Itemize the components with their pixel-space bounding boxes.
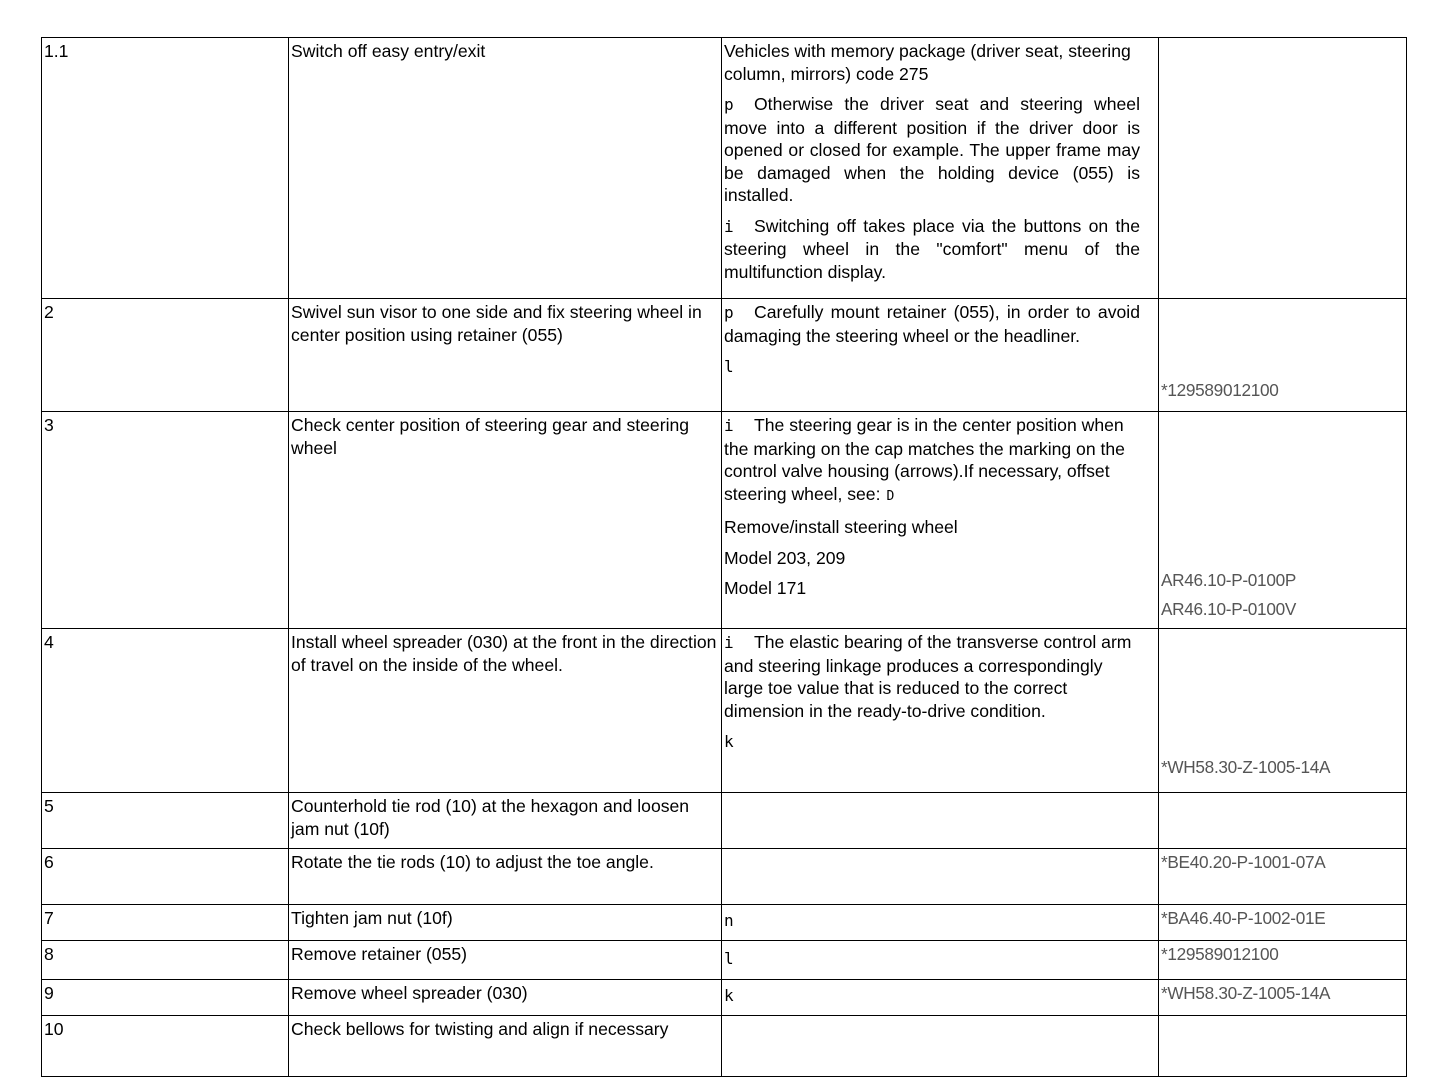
- note-paragraph: [724, 631, 1156, 722]
- reference: [1159, 629, 1407, 793]
- note-text: The elastic bearing of the transverse control arm and steering linkage produces a correspondingly large toe value that is reduced to the correct dimension in the ready-to-drive condition.: [724, 632, 1132, 721]
- table-row: [42, 793, 1407, 849]
- reference: [1159, 980, 1407, 1016]
- table-row: [42, 629, 1407, 793]
- step-number: 10: [42, 1016, 289, 1077]
- reference-link[interactable]: *129589012100: [1161, 944, 1279, 964]
- step-number: 6: [42, 849, 289, 905]
- step-action: Remove wheel spreader (030): [289, 980, 722, 1016]
- note-text: Otherwise the driver seat and steering wheel move into a different position if the driver door is opened or closed for example. The upper frame may be damaged when the holding device (055) is installed.: [724, 94, 1140, 205]
- reference-link[interactable]: *WH58.30-Z-1005-14A: [1161, 756, 1331, 777]
- info-symbol-icon: i: [724, 416, 734, 435]
- tool-symbol-icon: k: [724, 986, 734, 1005]
- torque-symbol-icon: n: [724, 911, 734, 930]
- note-text: Vehicles with memory package (driver seat, steering column, mirrors) code 275: [724, 41, 1131, 84]
- step-number: 5: [42, 793, 289, 849]
- info-symbol-icon: i: [724, 633, 734, 652]
- step-number: 3: [42, 412, 289, 629]
- tool-symbol-icon: l: [724, 357, 734, 376]
- table-row: [42, 941, 1407, 980]
- step-number: 9: [42, 980, 289, 1016]
- note-paragraph: [724, 355, 1156, 379]
- note-text: Switching off takes place via the buttons on the steering wheel in the "comfort" menu of the multifunction display.: [724, 215, 1140, 282]
- step-notes: [722, 905, 1159, 941]
- step-action: Check center position of steering gear and steering wheel: [289, 412, 722, 629]
- tool-symbol-icon: l: [724, 949, 734, 968]
- step-notes: [722, 941, 1159, 980]
- reference: [1159, 299, 1407, 412]
- step-action: Counterhold tie rod (10) at the hexagon and loosen jam nut (10f): [289, 793, 722, 849]
- table-row: [42, 849, 1407, 905]
- step-action: Rotate the tie rods (10) to adjust the toe angle.: [289, 849, 722, 905]
- note-text: Model 171: [724, 578, 807, 598]
- reference: [1159, 941, 1407, 980]
- table-row: [42, 412, 1407, 629]
- note-text: Carefully mount retainer (055), in order to avoid damaging the steering wheel or the headliner.: [724, 302, 1140, 346]
- note-text: Remove/install steering wheel: [724, 517, 958, 537]
- reference-link[interactable]: *WH58.30-Z-1005-14A: [1161, 983, 1331, 1003]
- step-action: Swivel sun visor to one side and fix steering wheel in center position using retainer (055): [289, 299, 722, 412]
- step-number: 7: [42, 905, 289, 941]
- note-paragraph: [724, 93, 1156, 207]
- note-paragraph: [724, 301, 1156, 347]
- step-number: 4: [42, 629, 289, 793]
- step-action: Switch off easy entry/exit: [289, 38, 722, 299]
- table-row: [42, 1016, 1407, 1077]
- step-notes: [722, 629, 1159, 793]
- document-link-icon[interactable]: D: [886, 488, 895, 504]
- step-number: 2: [42, 299, 289, 412]
- caution-symbol-icon: p: [724, 303, 734, 322]
- work-steps-table: [41, 37, 1407, 1077]
- table-row: [42, 299, 1407, 412]
- reference-link[interactable]: *BA46.40-P-1002-01E: [1161, 908, 1326, 928]
- step-notes: [722, 980, 1159, 1016]
- step-notes: [722, 1016, 1159, 1077]
- note-text: The steering gear is in the center position when the marking on the cap matches the marking on the control valve housing (arrows).If necessary, offset steering wheel, see:: [724, 415, 1125, 504]
- note-paragraph: [724, 215, 1156, 284]
- step-action: Install wheel spreader (030) at the front in the direction of travel on the inside of the wheel.: [289, 629, 722, 793]
- reference: [1159, 793, 1407, 849]
- table-row: [42, 980, 1407, 1016]
- info-symbol-icon: i: [724, 216, 734, 236]
- reference: [1159, 1016, 1407, 1077]
- note-text: Model 203, 209: [724, 547, 846, 568]
- tool-symbol-icon: k: [724, 732, 734, 751]
- caution-symbol-icon: p: [724, 95, 734, 114]
- reference: [1159, 38, 1407, 299]
- step-notes: [722, 412, 1159, 629]
- reference-link[interactable]: *BE40.20-P-1001-07A: [1161, 852, 1326, 872]
- reference: [1159, 412, 1407, 629]
- step-notes: [722, 849, 1159, 905]
- note-paragraph: [724, 414, 1156, 508]
- step-action: Remove retainer (055): [289, 941, 722, 980]
- step-notes: [722, 299, 1159, 412]
- reference-link[interactable]: *129589012100: [1161, 379, 1279, 400]
- table-row: [42, 905, 1407, 941]
- table-row: [42, 38, 1407, 299]
- reference: [1159, 849, 1407, 905]
- step-notes: [722, 793, 1159, 849]
- step-number: 8: [42, 941, 289, 980]
- note-paragraph: [724, 730, 1156, 754]
- step-action: Tighten jam nut (10f): [289, 905, 722, 941]
- reference-link[interactable]: AR46.10-P-0100V: [1161, 598, 1296, 619]
- step-notes: [722, 38, 1159, 299]
- reference-link[interactable]: AR46.10-P-0100P: [1161, 570, 1296, 590]
- step-number: 1.1: [42, 38, 289, 299]
- step-action: Check bellows for twisting and align if necessary: [289, 1016, 722, 1077]
- reference: [1159, 905, 1407, 941]
